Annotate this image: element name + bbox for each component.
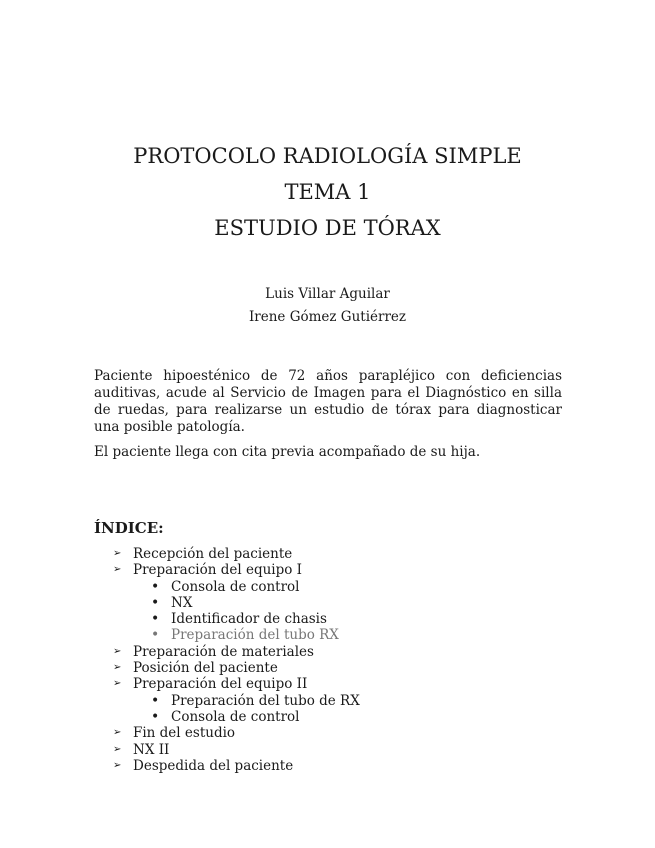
- toc-item-label: Consola de control: [171, 708, 300, 725]
- table-of-contents: [0, 546, 655, 774]
- toc-item: [0, 742, 655, 758]
- topic-number: TEMA 1: [284, 180, 371, 204]
- case-note: El paciente llega con cita previa acompañado de su hija.: [94, 444, 481, 460]
- arrow-bullet-icon: ➢: [113, 759, 122, 771]
- toc-item-label: Preparación del tubo de RX: [171, 692, 360, 709]
- toc-item: [0, 627, 655, 643]
- toc-item: [0, 546, 655, 562]
- toc-item: [0, 660, 655, 676]
- dot-bullet-icon: •: [151, 594, 160, 611]
- toc-item-label: Posición del paciente: [133, 660, 278, 677]
- toc-item: [0, 709, 655, 725]
- toc-item: [0, 644, 655, 660]
- index-heading: ÍNDICE:: [94, 519, 164, 537]
- dot-bullet-icon: •: [151, 627, 160, 644]
- dot-bullet-icon: •: [151, 692, 160, 709]
- arrow-bullet-icon: ➢: [113, 564, 122, 576]
- arrow-bullet-icon: ➢: [113, 743, 122, 755]
- toc-item-label: Despedida del paciente: [133, 757, 294, 774]
- toc-item-label: NX II: [133, 741, 170, 758]
- arrow-bullet-icon: ➢: [113, 662, 122, 674]
- author-name: Irene Gómez Gutiérrez: [248, 309, 407, 325]
- toc-item-label: Identificador de chasis: [171, 611, 327, 628]
- toc-item-label: NX: [171, 594, 193, 611]
- toc-item: [0, 611, 655, 627]
- dot-bullet-icon: •: [151, 611, 160, 628]
- authors: [0, 283, 655, 329]
- arrow-bullet-icon: ➢: [113, 727, 122, 739]
- toc-item-label: Preparación de materiales: [133, 643, 314, 660]
- case-description: Paciente hipoesténico de 72 años parapléjico con deficiencias auditivas, acude al Servicio de Imagen para el Diagnóstico en silla de ruedas, para realizarse un estudio de tórax para diagnosticar una posible patología.: [94, 368, 562, 435]
- toc-item: [0, 595, 655, 611]
- title-block: [0, 138, 655, 246]
- toc-item: [0, 562, 655, 578]
- document-title: PROTOCOLO RADIOLOGÍA SIMPLE: [133, 144, 522, 168]
- toc-item-label: Preparación del equipo I: [133, 562, 302, 579]
- arrow-bullet-icon: ➢: [113, 645, 122, 657]
- dot-bullet-icon: •: [151, 708, 160, 725]
- topic-title: ESTUDIO DE TÓRAX: [214, 216, 441, 240]
- toc-item-label: Consola de control: [171, 578, 300, 595]
- toc-item: [0, 725, 655, 741]
- toc-item-label: Preparación del tubo RX: [171, 627, 339, 644]
- toc-item: [0, 693, 655, 709]
- arrow-bullet-icon: ➢: [113, 678, 122, 690]
- dot-bullet-icon: •: [151, 578, 160, 595]
- toc-item-label: Recepción del paciente: [133, 546, 293, 562]
- toc-item: [0, 676, 655, 692]
- author-name: Luis Villar Aguilar: [265, 286, 390, 302]
- toc-item: [0, 579, 655, 595]
- arrow-bullet-icon: ➢: [113, 548, 122, 559]
- toc-item-label: Fin del estudio: [133, 725, 236, 742]
- toc-item-label: Preparación del equipo II: [133, 676, 308, 693]
- toc-item: [0, 758, 655, 774]
